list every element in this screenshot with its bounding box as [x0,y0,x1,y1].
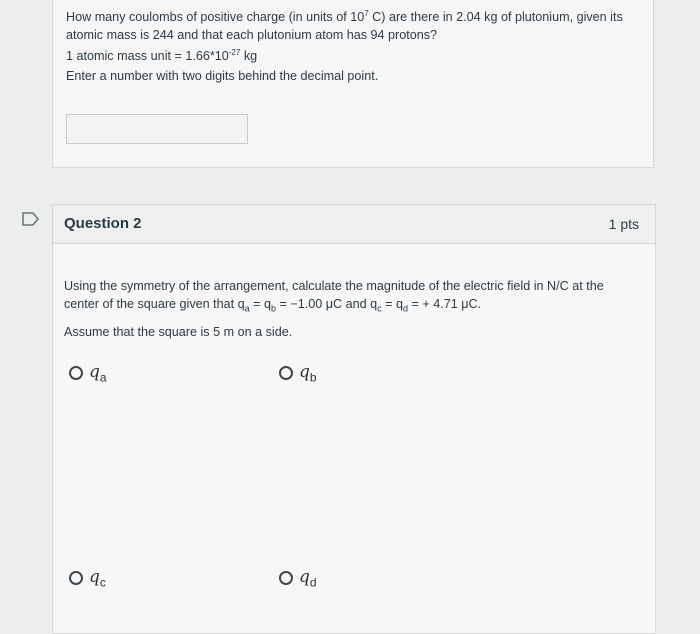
radio-button[interactable] [69,366,83,380]
points-label: 1 pts [608,216,639,232]
option-label [89,362,107,384]
q2-line2 [64,295,644,318]
q2-assumption: Assume that the square is 5 m on a side. [64,325,293,339]
q2-eq3: = q [381,297,403,311]
question-title: Question 2 [64,215,142,232]
option-sub: b [309,370,317,385]
answer-input[interactable] [66,114,248,144]
radio-button[interactable] [279,571,293,585]
q2-eq1: = q [249,297,272,311]
flag-icon[interactable] [22,212,40,226]
radio-button[interactable] [69,571,83,585]
q1-line2: atomic mass is 244 and that each plutonium atom has 94 protons? [66,28,438,43]
option-sub: a [99,370,107,385]
radio-button[interactable] [279,366,293,380]
question-2-text [64,277,644,318]
q1-instruction: Enter a number with two digits behind the decimal point. [66,69,379,83]
q1-line1: How many coulombs of positive charge (in units of 10 [66,10,365,25]
option-qb[interactable] [279,362,317,384]
sub-b: b [271,303,277,314]
sub-d: d [402,303,408,314]
option-label [299,362,317,384]
q2-line1: Using the symmetry of the arrangement, calculate the magnitude of the electric field in N/C at the [64,279,604,293]
q1-line3: 1 atomic mass unit = 1.66*10 [66,49,229,64]
option-qc[interactable] [69,567,106,589]
question-1-text [66,5,646,65]
option-q: q [299,362,310,382]
q2-eq2: = −1.00 μC and q [276,297,378,311]
option-q: q [299,567,310,587]
sub-c: c [377,303,382,314]
q1-line1-suffix: C) are there in 2.04 kg of plutonium, given its [368,10,623,25]
q2-eq4: = + 4.71 μC. [408,297,482,311]
q2-line2-prefix: center of the square given that q [64,297,245,311]
option-sub: c [99,575,106,590]
question-2-card [52,204,656,634]
option-label [89,567,106,589]
option-q: q [89,362,100,382]
q1-line3-exponent: -27 [228,48,241,58]
option-q: q [89,567,100,587]
option-qa[interactable] [69,362,107,384]
sub-a: a [244,303,250,314]
option-sub: d [309,575,317,590]
q1-exponent: 7 [364,9,369,18]
option-qd[interactable] [279,567,317,589]
q1-line3-suffix: kg [240,49,258,64]
option-label [299,567,317,589]
question-1-card [52,0,654,168]
question-2-header [53,205,655,244]
